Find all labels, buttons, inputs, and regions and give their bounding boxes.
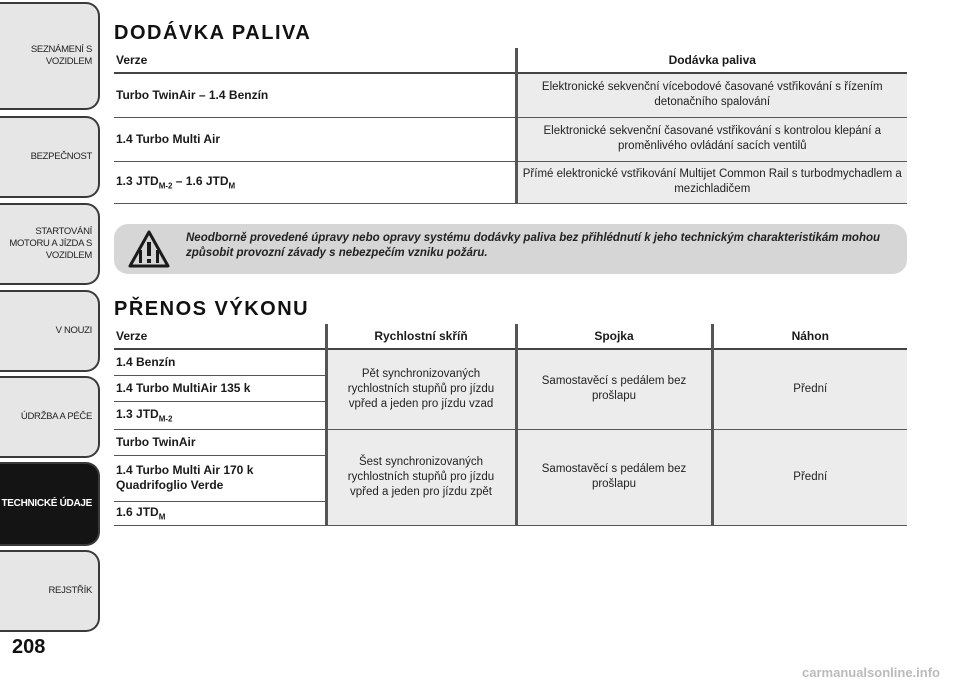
tab-maintenance[interactable]: ÚDRŽBA A PÉČE [0, 376, 100, 458]
fuel-supply-cell: Přímé elektronické vstřikování Multijet Common Rail s turbodmychadlem a mezichladičem [516, 161, 907, 203]
transmission-version-cell: 1.3 $JTD_{M-2}$ [114, 401, 326, 429]
clutch-cell: Samostavěcí s pedálem bez prošlapu [516, 429, 712, 525]
col-header-drive: Náhon [712, 324, 907, 349]
drive-cell: Přední [712, 349, 907, 429]
tab-technical-data[interactable]: TECHNICKÉ ÚDAJE [0, 462, 100, 546]
transmission-version-cell: 1.4 Turbo Multi Air 170 k Quadrifoglio Verde [114, 455, 326, 501]
col-header-gearbox: Rychlostní skříň [326, 324, 516, 349]
tab-starting-driving[interactable]: STARTOVÁNÍ MOTORU A JÍZDA S VOZIDLEM [0, 203, 100, 285]
table-row [114, 117, 907, 161]
transmission-title: PŘENOS VÝKONU [114, 298, 310, 320]
table-header-row [114, 324, 907, 349]
chapter-tabs [0, 0, 100, 686]
drive-cell: Přední [712, 429, 907, 525]
table-row [114, 429, 907, 455]
warning-text: Neodborně provedené úpravy nebo opravy systému dodávky paliva bez přihlédnutí k jeho technickým charakteristikám mohou způsobit provozní závady s nebezpečím vzniku požáru. [186, 232, 881, 259]
transmission-version-cell: 1.4 Benzín [114, 349, 326, 375]
fuel-supply-table [114, 48, 907, 204]
gearbox-cell: Šest synchronizovaných rychlostních stupňů pro jízdu vpřed a jeden pro jízdu zpět [326, 429, 516, 525]
tab-introduction[interactable]: SEZNÁMENÍ S VOZIDLEM [0, 2, 100, 110]
col-header-supply: Dodávka paliva [516, 48, 907, 73]
transmission-version-cell: 1.4 Turbo MultiAir 135 k [114, 375, 326, 401]
fuel-version-cell: Turbo TwinAir – 1.4 Benzín [114, 73, 516, 117]
tab-safety[interactable]: BEZPEČNOST [0, 116, 100, 198]
transmission-version-cell: 1.6 $JTD_M$ [114, 501, 326, 525]
warning-triangle-icon [128, 230, 170, 268]
col-header-clutch: Spojka [516, 324, 712, 349]
watermark: carmanualsonline.info [802, 665, 940, 680]
table-row [114, 161, 907, 203]
fuel-supply-title: DODÁVKA PALIVA [114, 22, 312, 44]
transmission-version-cell: Turbo TwinAir [114, 429, 326, 455]
table-header-row [114, 48, 907, 73]
table-row [114, 349, 907, 375]
col-header-version: Verze [114, 324, 326, 349]
fuel-supply-cell: Elektronické sekvenční časované vstřikování s kontrolou klepání a proměnlivého ovládání sacích ventilů [516, 117, 907, 161]
page-number: 208 [12, 636, 46, 658]
tab-index[interactable]: REJSTŘÍK [0, 550, 100, 632]
table-row [114, 73, 907, 117]
warning-box [114, 224, 907, 274]
fuel-version-cell: 1.4 Turbo Multi Air [114, 117, 516, 161]
transmission-table [114, 324, 907, 526]
gearbox-cell: Pět synchronizovaných rychlostních stupňů pro jízdu vpřed a jeden pro jízdu vzad [326, 349, 516, 429]
fuel-supply-cell: Elektronické sekvenční vícebodové časované vstřikování s řízením detonačního spalování [516, 73, 907, 117]
fuel-version-cell: 1.3 $JTD_{M-2} - 1.6$ $JTD_M$ [114, 161, 516, 203]
col-header-version: Verze [114, 48, 516, 73]
tab-emergency[interactable]: V NOUZI [0, 290, 100, 372]
clutch-cell: Samostavěcí s pedálem bez prošlapu [516, 349, 712, 429]
